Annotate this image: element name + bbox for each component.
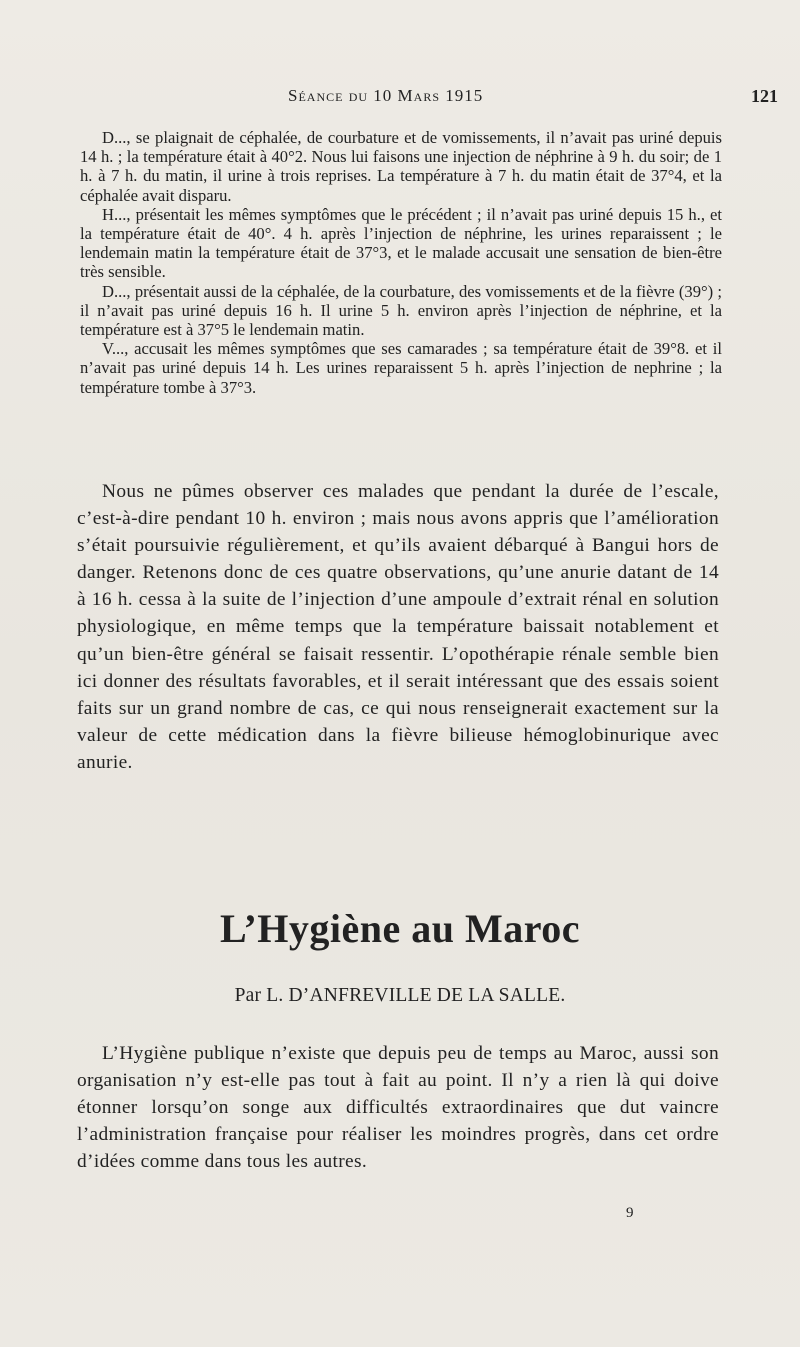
conclusion-paragraph: Nous ne pûmes observer ces malades que pendant la durée de l’escale, c’est-à-dire pendant 10 h. environ ; mais nous avons appris que l’amélioration s’était poursuivie régulièrement, et qu’ils avaient débarqué à Bangui hors de danger. Retenons donc de ces quatre observations, qu’une anurie datant de 14 à 16 h. cessa à la suite de l’injection d’une ampoule d’extrait rénal en solution physiologique, en même temps que la température baissait notablement et qu’un bien-être général se faisait ressentir. L’opothérapie rénale semble bien ici donner des résultats favorables, et il serait intéressant que des essais soient faits sur un grand nombre de cas, ce qui nous renseignerait exactement sur la valeur de cette médication dans la fièvre bilieuse hémoglobinurique avec anurie. (77, 481, 719, 773)
running-head (0, 86, 800, 110)
article-byline: Par L. D’ANFREVILLE DE LA SALLE. (234, 985, 566, 1006)
observation-paragraph: D..., présentait aussi de la céphalée, de la courbature, des vomissements et de la fièvre (39°) ; il n’avait pas uriné depuis 16 h. Il urine 5 h. environ après l’injection de néphrine, et la température est à 37°5 le lendemain matin. (80, 281, 722, 340)
signature-mark: 9 (626, 1205, 634, 1221)
observation-paragraph: D..., se plaignait de céphalée, de courbature et de vomissements, il n’avait pas uriné depuis 14 h. ; la température était à 40°2. Nous lui faisons une injection de néphrine à 9 h. du soir; de 1 h. à 7 h. du matin, il urine à trois reprises. La température à 7 h. du matin était de 37°4, et la céphalée avait disparu. (80, 128, 722, 205)
article-intro (77, 1040, 719, 1175)
conclusion-section (77, 478, 719, 776)
observation-paragraph: V..., accusait les mêmes symptômes que ses camarades ; sa température était de 39°8. et il n’avait pas uriné depuis 14 h. Les urines reparaissent 5 h. après l’injection de nephrine ; la température tombe à 37°3. (80, 339, 722, 397)
page-number: 121 (751, 86, 778, 106)
intro-paragraph: L’Hygiène publique n’existe que depuis peu de temps au Maroc, aussi son organisation n’y est-elle pas tout à fait au point. Il n’y a rien là qui doive étonner lorsqu’on songe aux difficultés extraordinaires que dut vaincre l’administration française pour réaliser les moindres progrès, dans cet ordre d’idées comme dans tous les autres. (77, 1043, 719, 1173)
running-title: Séance du 10 Mars 1915 (288, 86, 484, 105)
observation-paragraph: H..., présentait les mêmes symptômes que le précédent ; il n’avait pas uriné depuis 15 h., et la température était de 40°. 4 h. après l’injection de néphrine, les urines reparaissent ; le lendemain matin la température était de 37°3, et le malade accusait une sensation de bien-être très sensible. (80, 204, 722, 282)
article-title: L’Hygiène au Maroc (219, 906, 581, 951)
case-observations (80, 128, 722, 397)
